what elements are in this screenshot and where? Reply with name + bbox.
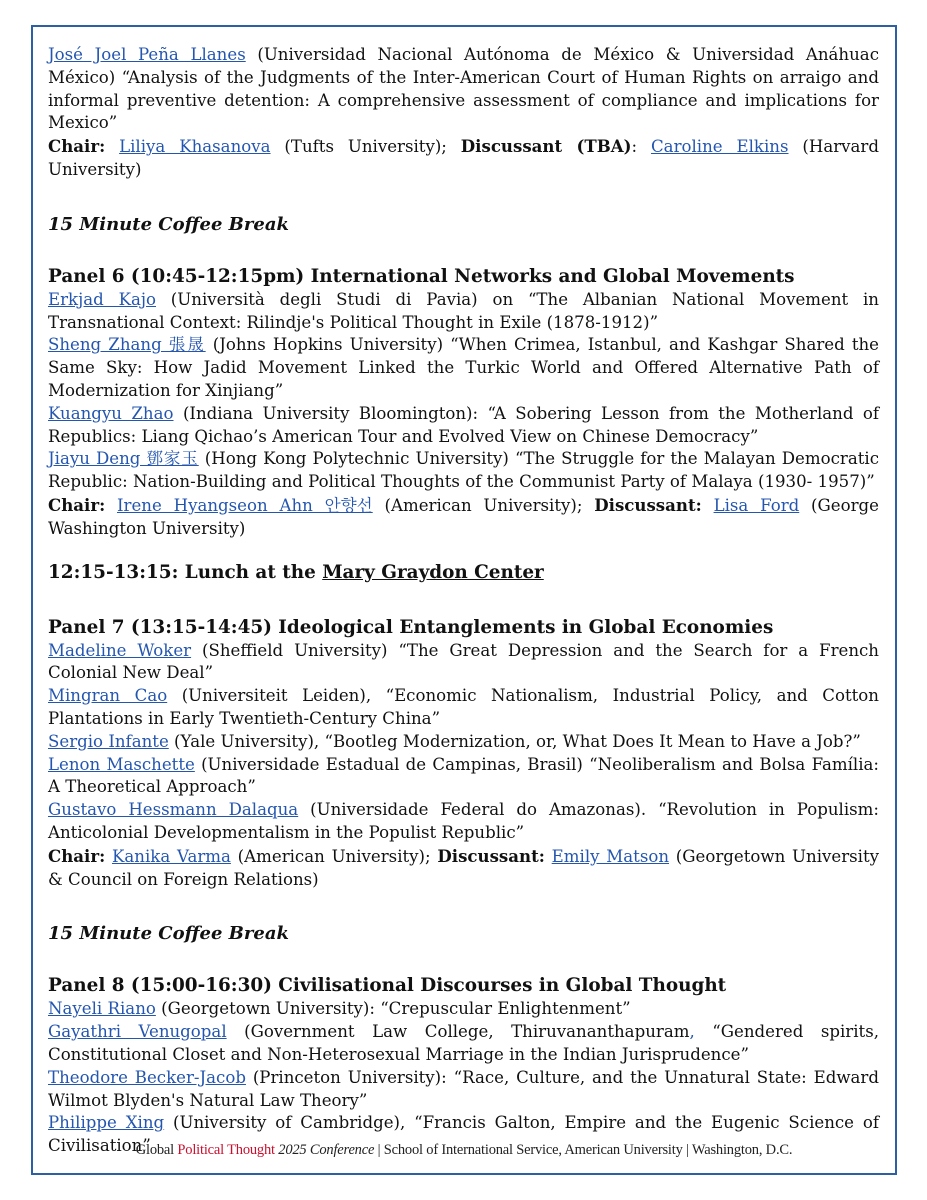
paper-entry	[48, 403, 879, 449]
paper-entry	[48, 998, 879, 1021]
chair-line	[48, 135, 879, 182]
chair-link[interactable]: Kanika Varma	[111, 846, 231, 866]
discussant-affiliation: (Georgetown University & Council on Foreign Relations)	[48, 846, 880, 889]
chair-affiliation: (American University);	[230, 846, 438, 866]
paper-text: (Indiana University Bloomington): “A Sobering Lesson from the Motherland of Republics: Liang Qichao’s American Tour and Evolved View on Chinese Democracy”	[48, 403, 880, 446]
comma: ,	[689, 1022, 695, 1042]
chair-affiliation: (American University);	[372, 495, 595, 515]
paper-text: (Johns Hopkins University) “When Crimea, Istanbul, and Kashgar Shared the Same Sky: How Jadid Movement Linked the Turkic World and Offered Alternative Path of Modernization for Xinjiang”	[48, 335, 880, 400]
lunch-time: 12:15-13:15: Lunch at the	[48, 561, 323, 583]
paper-entry	[48, 448, 879, 494]
chair-link[interactable]: Irene Hyangseon Ahn 안향선	[117, 495, 373, 515]
footer-global: Global	[135, 1142, 178, 1158]
footer-political-thought: Political Thought	[177, 1142, 275, 1158]
paper-text: (Università degli Studi di Pavia) on “The Albanian National Movement in Transnational Context: Rilindje's Political Thought in Exile (1878-1912)”	[48, 289, 879, 332]
paper-text: (Universiteit Leiden), “Economic Nationalism, Industrial Policy, and Cotton Plantations in Early Twentieth-Century China”	[48, 686, 879, 728]
discussant-label: Discussant:	[437, 845, 545, 866]
author-link[interactable]: Kuangyu Zhao	[48, 403, 174, 423]
paper-text: (Hong Kong Polytechnic University) “The Struggle for the Malayan Democratic Republic: Nation-Building and Political Thoughts of the Communist Party of Malaya (1930- 1957)”	[48, 449, 879, 492]
author-link[interactable]: Sheng Zhang 張晟	[48, 335, 206, 355]
paper-entry	[48, 289, 879, 335]
lunch-line	[48, 561, 879, 585]
paper-text: (Georgetown University): “Crepuscular Enlightenment”	[155, 999, 631, 1019]
paper-entry	[48, 640, 879, 686]
paper-text: (Government Law College, Thiruvananthapuram	[226, 1022, 690, 1042]
discussant-link[interactable]: Emily Matson	[551, 846, 670, 866]
chair-label: Chair:	[48, 845, 106, 866]
paper-entry	[48, 334, 879, 402]
page-footer	[31, 1142, 897, 1159]
paper-entry	[48, 731, 879, 754]
paper-text: (Universidade Estadual de Campinas, Brasil) “Neoliberalism and Bolsa Família: A Theoretical Approach”	[48, 754, 879, 797]
chair-line	[48, 845, 879, 892]
chair-label: Chair:	[48, 136, 106, 157]
discussant-affiliation: (George Washington University)	[48, 495, 879, 538]
author-link[interactable]: Lenon Maschette	[48, 754, 195, 774]
chair-link[interactable]: Liliya Khasanova	[119, 137, 271, 157]
author-link[interactable]: Sergio Infante	[48, 731, 169, 751]
program-content	[48, 44, 879, 1158]
chair-affiliation: (Tufts University);	[270, 137, 461, 157]
paper-text: (University of Cambridge), “Francis Galton, Empire and the Eugenic Science of Civilisation”	[48, 1113, 879, 1156]
paper-entry	[48, 685, 879, 731]
discussant-label: Discussant:	[594, 494, 702, 515]
paper-entry	[48, 1067, 879, 1113]
paper-text: (Universidade Federal do Amazonas). “Revolution in Populism: Anticolonial Developmentalism in the Populist Republic”	[48, 800, 880, 842]
paper-text: (Sheffield University) “The Great Depression and the Search for a French Colonial New Deal”	[48, 640, 879, 683]
chair-label: Chair:	[48, 494, 106, 515]
discussant-affiliation: (Harvard University)	[48, 137, 879, 179]
author-link[interactable]: Gustavo Hessmann Dalaqua	[48, 800, 299, 820]
lunch-location-link[interactable]: Mary Graydon Center	[322, 561, 544, 583]
discussant-link[interactable]: Caroline Elkins	[650, 137, 789, 157]
author-link[interactable]: Gayathri Venugopal	[48, 1022, 227, 1042]
footer-details: | School of International Service, American University | Washington, D.C.	[374, 1142, 793, 1158]
paper-entry	[48, 44, 879, 135]
colon: :	[631, 137, 651, 157]
chair-line	[48, 494, 879, 541]
author-link[interactable]: Philippe Xing	[48, 1113, 165, 1133]
panel-heading: Panel 6 (10:45-12:15pm) International Networks and Global Movements	[48, 265, 795, 287]
paper-entry	[48, 799, 879, 845]
footer-conference: 2025 Conference	[274, 1142, 375, 1158]
author-link[interactable]: Jiayu Deng 鄧家玉	[48, 449, 199, 469]
author-link[interactable]: Nayeli Riano	[48, 999, 156, 1019]
author-link[interactable]: Theodore Becker-Jacob	[48, 1067, 246, 1087]
paper-text: (Yale University), “Bootleg Modernization, or, What Does It Mean to Have a Job?”	[168, 731, 861, 751]
discussant-link[interactable]: Lisa Ford	[713, 495, 800, 515]
author-link[interactable]: Madeline Woker	[48, 640, 192, 660]
panel-heading: Panel 7 (13:15-14:45) Ideological Entanglements in Global Economies	[48, 616, 774, 638]
author-link[interactable]: José Joel Peña Llanes	[48, 45, 246, 64]
paper-text: (Princeton University): “Race, Culture, and the Unnatural State: Edward Wilmot Blyden's Natural Law Theory”	[48, 1067, 879, 1110]
coffee-break: 15 Minute Coffee Break	[48, 923, 289, 945]
author-link[interactable]: Erkjad Kajo	[48, 289, 156, 309]
author-link[interactable]: Mingran Cao	[48, 686, 168, 706]
paper-text: (Universidad Nacional Autónoma de México & Universidad Anáhuac México) “Analysis of the Judgments of the Inter-American Court of Human Rights on arraigo and informal preventive detention: A comprehensive assessment of compliance and implications for Mexico”	[48, 45, 879, 133]
coffee-break: 15 Minute Coffee Break	[48, 213, 289, 235]
discussant-label: Discussant (TBA)	[460, 136, 632, 157]
panel-heading: Panel 8 (15:00-16:30) Civilisational Discourses in Global Thought	[48, 975, 727, 997]
paper-entry	[48, 754, 879, 800]
paper-entry	[48, 1021, 879, 1067]
paper-text: “Gendered spirits, Constitutional Closet and Non-Heterosexual Marriage in the Indian Jurisprudence”	[48, 1022, 879, 1064]
